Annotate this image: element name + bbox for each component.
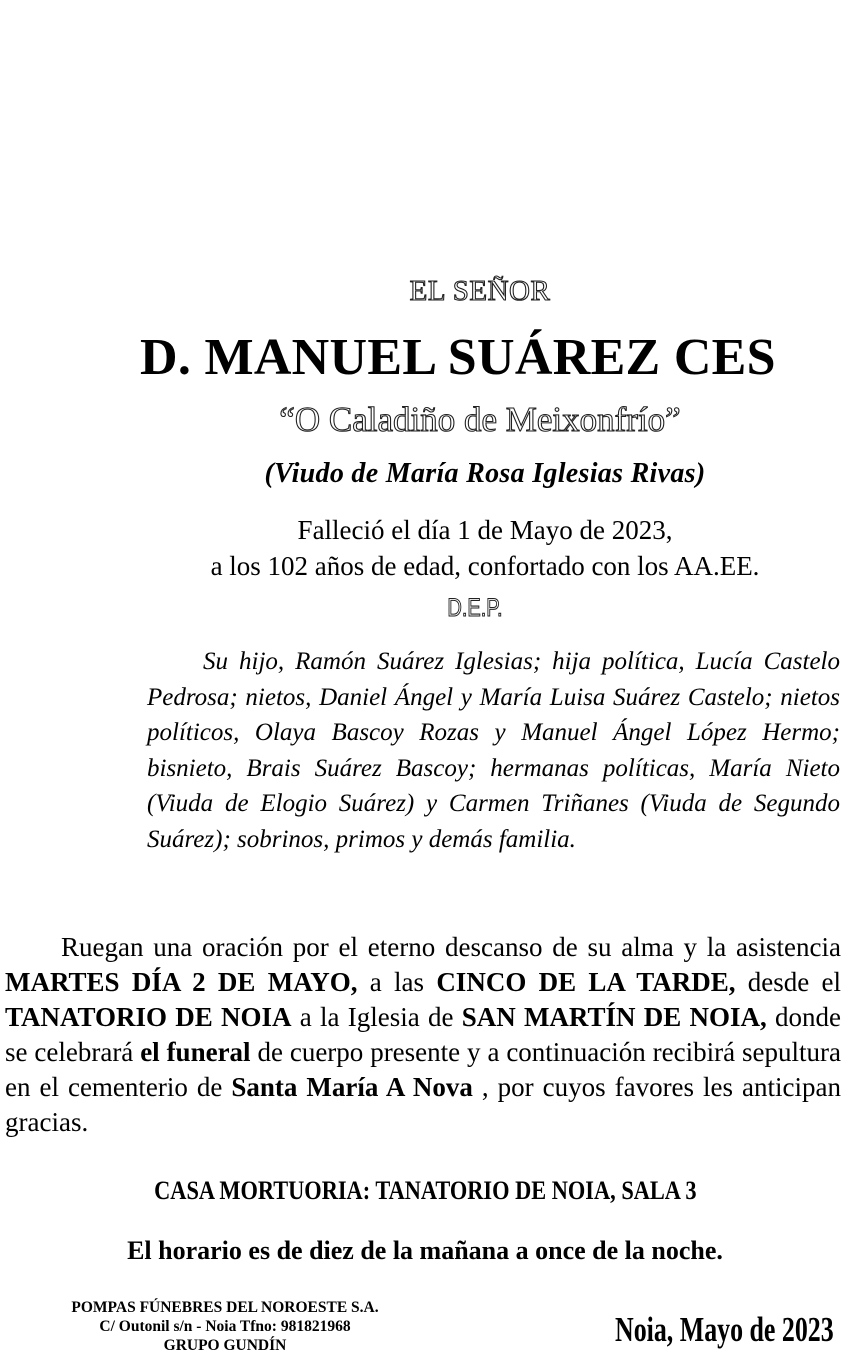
service-text-2: a las <box>357 967 437 997</box>
service-text-3: desde el <box>735 967 841 997</box>
service-funeral: el funeral <box>140 1037 251 1067</box>
service-church: SAN MARTÍN DE NOIA, <box>461 1002 767 1032</box>
service-text <box>5 930 841 1140</box>
service-text-6: de cuerpo presente y a continuación recibirá sepultura en el cementerio de <box>5 1037 841 1102</box>
service-origin: TANATORIO DE NOIA <box>5 1002 292 1032</box>
place-date: Noia, Mayo de 2023 <box>615 1310 834 1349</box>
service-text-7: , por cuyos favores les anticipan gracias. <box>5 1072 841 1137</box>
visiting-hours: El horario es de diez de la mañana a once de la noche. <box>127 1236 723 1265</box>
death-notice <box>0 512 850 584</box>
service-time: CINCO DE LA TARDE, <box>436 967 736 997</box>
nickname: “O Caladiño de Meixonfrío” <box>279 400 681 439</box>
family-paragraph <box>147 644 840 857</box>
service-text-4: a la Iglesia de <box>291 1002 462 1032</box>
service-date: MARTES DÍA 2 DE MAYO, <box>5 967 358 997</box>
honorific: EL SEÑOR <box>409 275 551 307</box>
deceased-name: D. MANUEL SUÁREZ CES <box>140 329 776 386</box>
widow-note: (Viudo de María Rosa Iglesias Rivas) <box>264 458 706 489</box>
service-cemetery: Santa María A Nova <box>231 1072 473 1102</box>
company-group: GRUPO GUNDÍN <box>163 1337 287 1354</box>
death-date-line: Falleció el día 1 de Mayo de 2023, <box>297 515 673 545</box>
family-text: Su hijo, Ramón Suárez Iglesias; hija política, Lucía Castelo Pedrosa; nietos, Daniel Ángel y María Luisa Suárez Castelo; nietos políticos, Olaya Bascoy Rozas y Manuel Ángel López Hermo; bisnieto, Brais Suárez Bascoy; hermanas políticas, María Nieto (Viuda de Elogio Suárez) y Carmen Triñanes (Viuda de Segundo Suárez); sobrinos, primos y demás familia. <box>147 648 840 853</box>
death-age-line: a los 102 años de edad, confortado con los AA.EE. <box>210 551 760 581</box>
rip-mark: D.E.P. <box>447 594 503 622</box>
service-text-5: donde se celebrará <box>5 1002 841 1067</box>
funeral-home-text: CASA MORTUORIA: TANATORIO DE NOIA, SALA 3 <box>153 1176 697 1205</box>
service-paragraph <box>5 930 841 1140</box>
funeral-company <box>30 1298 420 1355</box>
company-address: C/ Outonil s/n - Noia Tfno: 981821968 <box>99 1318 351 1335</box>
company-name: POMPAS FÚNEBRES DEL NOROESTE S.A. <box>71 1299 379 1316</box>
funeral-home <box>0 1176 850 1206</box>
service-text-1: Ruegan una oración por el eterno descanso de su alma y la asistencia <box>61 932 841 962</box>
